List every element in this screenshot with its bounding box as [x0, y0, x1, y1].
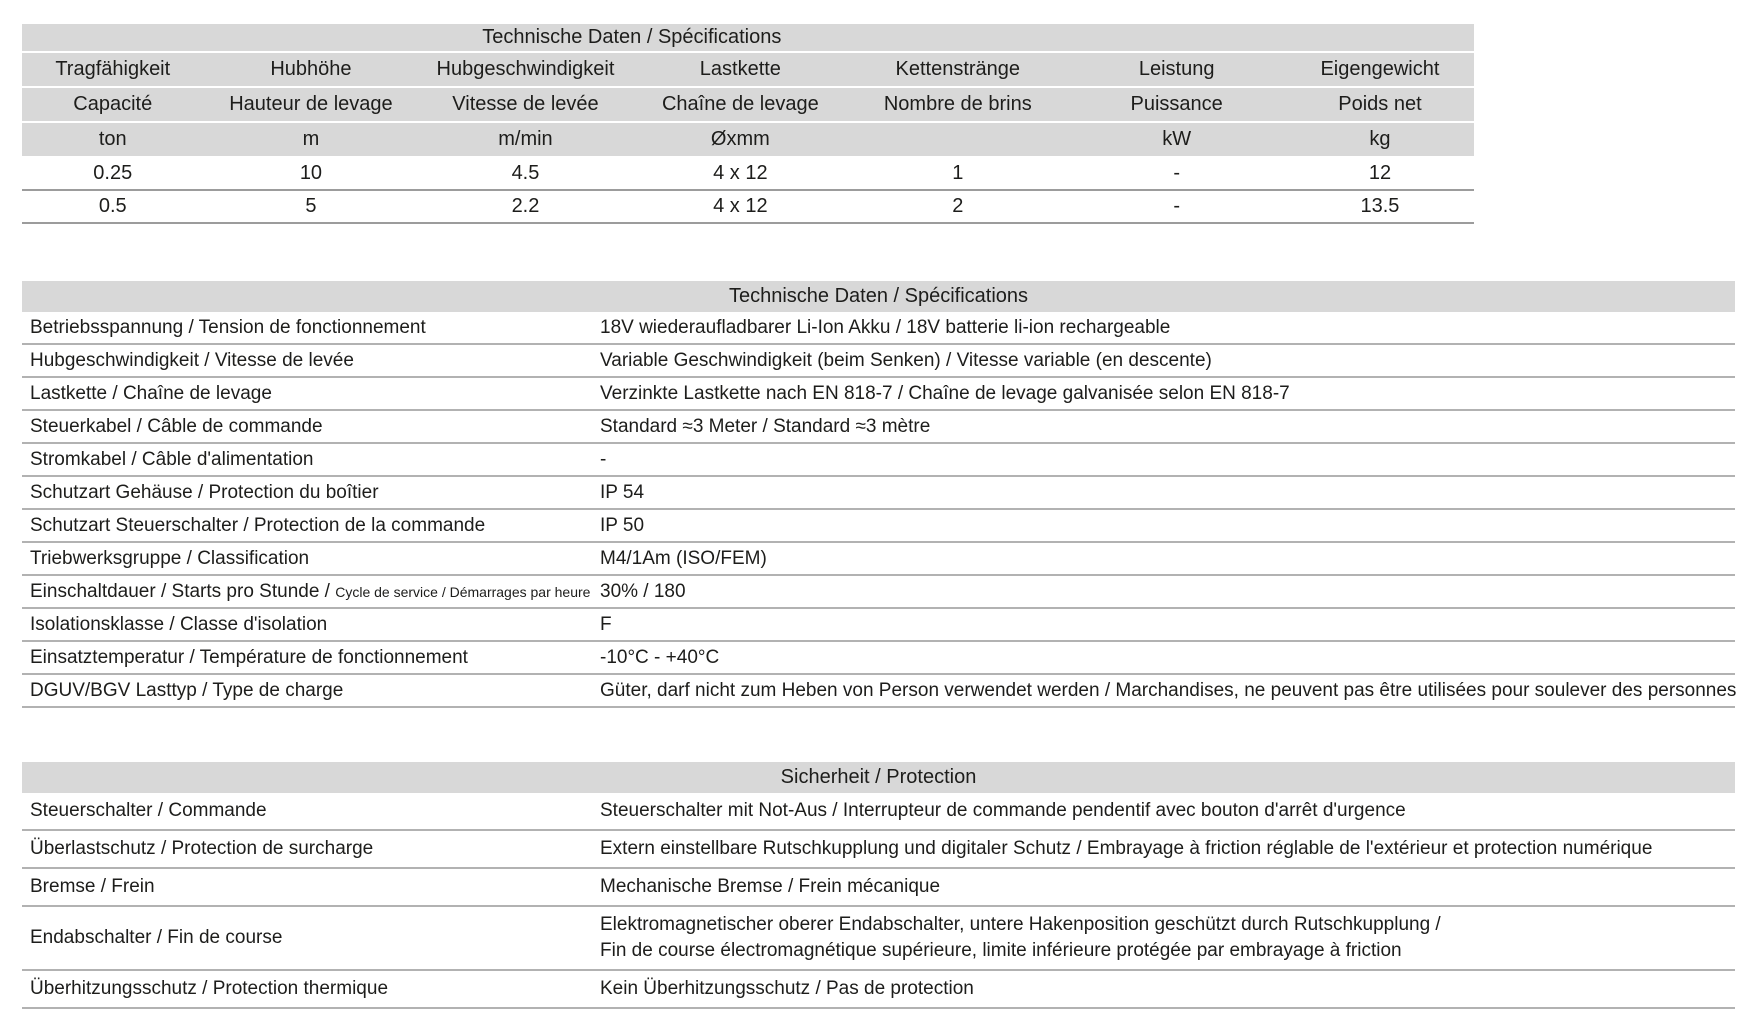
details-row — [22, 510, 1735, 543]
spec-header-row-de — [22, 53, 1474, 86]
row-label-text: Schutzart Gehäuse / Protection du boîtier — [30, 481, 379, 503]
details-row — [22, 378, 1735, 411]
row-label — [22, 548, 600, 570]
spec-header-cell: Vitesse de levée — [452, 93, 599, 115]
details-table-title: Technische Daten / Spécifications — [22, 281, 1735, 312]
details-row — [22, 642, 1735, 675]
row-value: M4/1Am (ISO/FEM) — [600, 547, 767, 569]
row-label: Endabschalter / Fin de course — [30, 927, 283, 948]
row-label — [22, 416, 600, 438]
spec-data-cell: 2.2 — [511, 195, 540, 217]
spec-data-cell: 4.5 — [511, 162, 540, 184]
row-label-text: DGUV/BGV Lasttyp / Type de charge — [30, 679, 344, 701]
row-label — [22, 449, 600, 471]
row-value — [600, 800, 1735, 822]
row-value: Standard ≈3 Meter / Standard ≈3 mètre — [600, 415, 931, 437]
spec-unit-cell: m/min — [498, 128, 553, 150]
row-value — [600, 978, 1735, 1000]
row-label — [22, 383, 600, 405]
row-value — [600, 838, 1735, 860]
details-row — [22, 675, 1735, 708]
spec-header-cell: Puissance — [1130, 93, 1223, 115]
spec-data-row — [22, 158, 1474, 191]
details-table-body — [22, 312, 1735, 708]
spec-data-cell: 4 x 12 — [713, 195, 768, 217]
safety-table-body — [22, 793, 1735, 1009]
row-label-text: Triebwerksgruppe / Classification — [30, 547, 310, 569]
spec-header-cell: Capacité — [73, 93, 153, 115]
spec-data-cell: 1 — [952, 162, 964, 184]
details-table — [22, 281, 1735, 708]
row-label — [22, 350, 600, 372]
spec-data-cell: - — [1173, 195, 1180, 217]
safety-row — [22, 907, 1735, 971]
row-value: Verzinkte Lastkette nach EN 818-7 / Chaîne de levage galvanisée selon EN 818-7 — [600, 382, 1290, 404]
details-row — [22, 444, 1735, 477]
spec-data-cell: 2 — [952, 195, 964, 217]
spec-data-cell: 4 x 12 — [713, 162, 768, 184]
spec-data-cell: 0.5 — [98, 195, 127, 217]
spec-header-cell: Chaîne de levage — [661, 93, 819, 115]
spec-header-row-units — [22, 123, 1474, 156]
details-row — [22, 345, 1735, 378]
spec-header-cell: Hubgeschwindigkeit — [436, 58, 615, 80]
row-label-text: Steuerkabel / Câble de commande — [30, 415, 323, 437]
spec-data-cell: 13.5 — [1360, 195, 1400, 217]
spec-unit-cell: Øxmm — [710, 128, 770, 150]
spec-header-cell: Nombre de brins — [883, 93, 1032, 115]
details-row — [22, 312, 1735, 345]
spec-unit-cell: kg — [1369, 128, 1391, 150]
row-label-text: Schutzart Steuerschalter / Protection de la commande — [30, 514, 486, 536]
spec-header-cell: Eigengewicht — [1320, 58, 1440, 80]
row-value: Güter, darf nicht zum Heben von Person verwendet werden / Marchandises, ne peuvent pas être utilisées pour soulever des personnes — [600, 679, 1737, 701]
details-row — [22, 543, 1735, 576]
spec-unit-cell: kW — [1162, 128, 1192, 150]
row-label: Überhitzungsschutz / Protection thermique — [30, 978, 389, 999]
row-label — [22, 317, 600, 339]
safety-row — [22, 831, 1735, 869]
spec-data-cell: 10 — [299, 162, 323, 184]
safety-row — [22, 869, 1735, 907]
spec-unit-cell: ton — [98, 128, 127, 150]
details-row — [22, 477, 1735, 510]
row-label: Überlastschutz / Protection de surcharge — [30, 838, 374, 859]
row-value: IP 54 — [600, 481, 645, 503]
spec-table-title-bar — [22, 24, 1474, 51]
row-label: Steuerschalter / Commande — [30, 800, 267, 821]
spec-header-cell: Poids net — [1338, 93, 1422, 115]
row-value — [600, 907, 1735, 969]
row-label — [22, 647, 600, 669]
spec-data-cell: - — [1173, 162, 1180, 184]
details-row — [22, 411, 1735, 444]
row-label — [22, 581, 600, 603]
row-label — [22, 482, 600, 504]
safety-row — [22, 971, 1735, 1009]
row-value-line: Kein Überhitzungsschutz / Pas de protection — [600, 978, 974, 999]
row-label — [22, 680, 600, 702]
spec-header-cell: Kettenstränge — [895, 58, 1021, 80]
spec-data-row — [22, 191, 1474, 224]
row-label-text: Hubgeschwindigkeit / Vitesse de levée — [30, 349, 354, 371]
row-value-line: Elektromagnetischer oberer Endabschalter, untere Hakenposition geschützt durch Rutschkupplung / — [600, 914, 1441, 935]
safety-table-title: Sicherheit / Protection — [22, 762, 1735, 793]
row-value: IP 50 — [600, 514, 645, 536]
row-value: -10°C - +40°C — [600, 646, 720, 668]
row-value: 18V wiederaufladbarer Li-Ion Akku / 18V batterie li-ion rechargeable — [600, 316, 1171, 338]
row-value-line: Extern einstellbare Rutschkupplung und digitaler Schutz / Embrayage à friction réglable de l'extérieur et protection numérique — [600, 838, 1653, 859]
details-row — [22, 576, 1735, 609]
row-value: 30% / 180 — [600, 580, 686, 602]
safety-row — [22, 793, 1735, 831]
spec-data-cell: 0.25 — [93, 162, 133, 184]
spec-header-row-fr — [22, 88, 1474, 121]
row-label: Bremse / Frein — [30, 876, 155, 897]
safety-table — [22, 762, 1735, 1009]
row-label-text: Einsatztemperatur / Température de fonctionnement — [30, 646, 468, 668]
row-label-text: Isolationsklasse / Classe d'isolation — [30, 613, 328, 635]
spec-table — [22, 24, 1474, 224]
spec-data-cell: 5 — [305, 195, 317, 217]
spec-header-cell: Hauteur de levage — [229, 93, 393, 115]
row-value: Variable Geschwindigkeit (beim Senken) / Vitesse variable (en descente) — [600, 349, 1212, 371]
row-label — [22, 515, 600, 537]
row-label-small-text: Cycle de service / Démarrages par heure — [335, 583, 591, 600]
row-value: F — [600, 613, 612, 635]
row-value: - — [600, 448, 607, 470]
row-value — [600, 876, 1735, 898]
spec-table-body — [22, 158, 1474, 224]
spec-data-cell: 12 — [1368, 162, 1392, 184]
row-value-line: Mechanische Bremse / Frein mécanique — [600, 876, 941, 897]
row-label-text: Stromkabel / Câble d'alimentation — [30, 448, 314, 470]
spec-header-cell: Tragfähigkeit — [55, 58, 171, 80]
row-label-text: Lastkette / Chaîne de levage — [30, 382, 272, 404]
row-value-line: Steuerschalter mit Not-Aus / Interrupteur de commande pendentif avec bouton d'arrêt d'urgence — [600, 800, 1406, 821]
spec-table-title: Technische Daten / Spécifications — [482, 26, 782, 48]
row-value-line: Fin de course électromagnétique supérieure, limite inférieure protégée par embrayage à friction — [600, 940, 1402, 961]
spec-header-cell: Lastkette — [699, 58, 781, 80]
spec-header-cell: Hubhöhe — [270, 58, 352, 80]
spec-unit-cell: m — [302, 128, 320, 150]
row-label-text: Betriebsspannung / Tension de fonctionnement — [30, 316, 426, 338]
spec-header-cell: Leistung — [1138, 58, 1215, 80]
details-row — [22, 609, 1735, 642]
row-label — [22, 614, 600, 636]
row-label-text: Einschaltdauer / Starts pro Stunde / — [30, 580, 336, 602]
